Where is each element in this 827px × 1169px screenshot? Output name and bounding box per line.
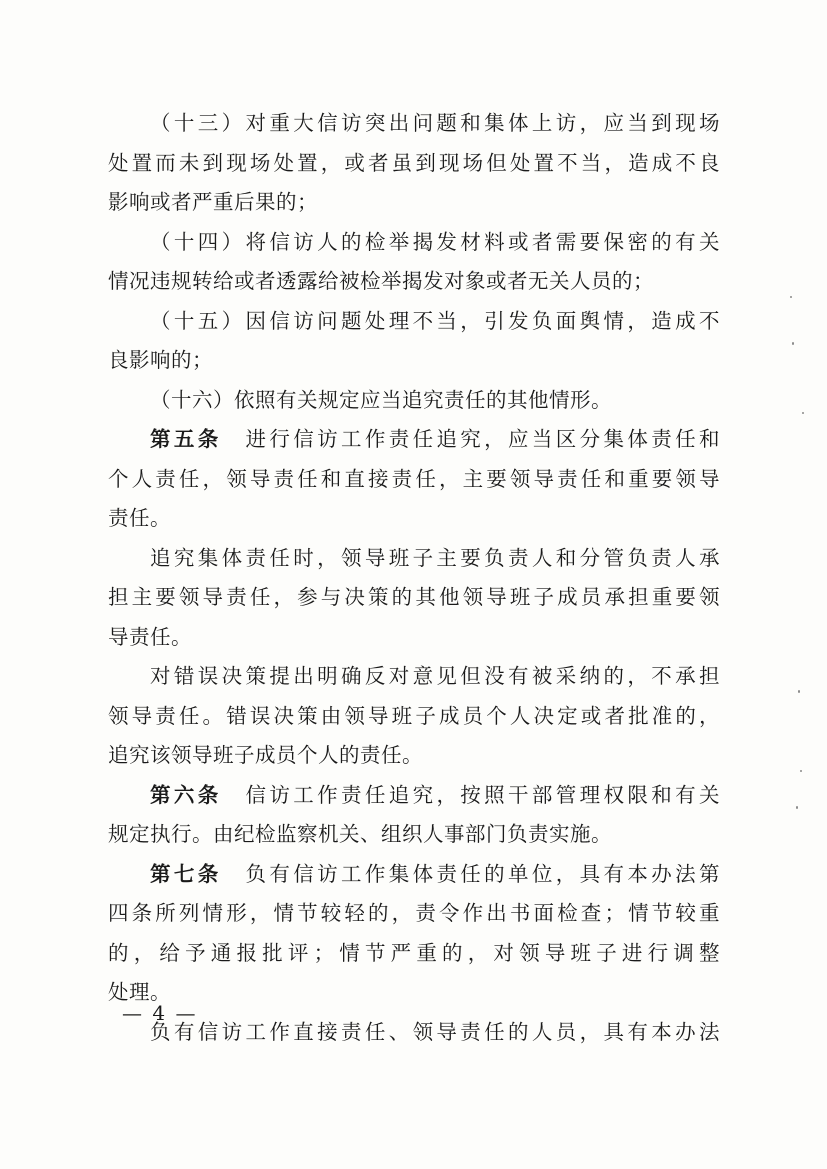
- line-text: 对错误决策提出明确反对意见但没有被采纳的，不承担: [150, 664, 720, 688]
- line-text: 的，给予通报批评；情节严重的，对领导班子进行调整: [108, 940, 720, 965]
- line-text: 进行信访工作责任追究，应当区分集体责任和: [245, 427, 721, 451]
- text-line: [108, 973, 720, 1013]
- text-line: [108, 460, 720, 500]
- text-line: [108, 934, 720, 974]
- article-heading: 第六条: [150, 782, 222, 807]
- article-heading: 第七条: [150, 861, 222, 886]
- text-line: [108, 183, 720, 223]
- line-text: 影响或者严重后果的；: [108, 190, 318, 214]
- line-text: 规定执行。由纪检监察机关、组织人事部门负责实施。: [108, 822, 612, 846]
- scan-speck: [802, 412, 804, 414]
- line-text: （十四）将信访人的检举揭发材料或者需要保密的有关: [150, 229, 720, 254]
- line-text: （十三）对重大信访突出问题和集体上访，应当到现场: [150, 111, 720, 135]
- text-line: [108, 736, 720, 776]
- page-number: — 4 —: [122, 1001, 198, 1025]
- line-text: 负有信访工作直接责任、领导责任的人员，具有本办法: [150, 1019, 720, 1044]
- text-line: [108, 420, 720, 460]
- scan-speck: [792, 342, 794, 345]
- scan-speck: [798, 690, 800, 693]
- line-text: 责任。: [108, 506, 171, 530]
- line-text: （十五）因信访问题处理不当，引发负面舆情，造成不: [150, 308, 720, 333]
- line-text: 个人责任，领导责任和直接责任，主要领导责任和重要领导: [108, 466, 720, 491]
- text-line: [108, 539, 720, 579]
- line-text: 信访工作责任追究，按照干部管理权限和有关: [245, 782, 721, 807]
- text-line: [108, 855, 720, 895]
- text-line: [108, 657, 720, 697]
- line-text: 良影响的；: [108, 348, 213, 372]
- line-text: 处置而未到现场处置，或者虽到现场但处置不当，造成不良: [108, 150, 720, 175]
- body-text: [108, 104, 720, 1052]
- text-line: [108, 697, 720, 737]
- line-text: 情况违规转给或者透露给被检举揭发对象或者无关人员的；: [108, 269, 654, 293]
- text-line: [108, 499, 720, 539]
- line-text: 担主要领导责任，参与决策的其他领导班子成员承担重要领: [108, 585, 720, 609]
- line-text: 追究该领导班子成员个人的责任。: [108, 743, 423, 767]
- line-text: 负有信访工作集体责任的单位，具有本办法第: [245, 861, 721, 886]
- scan-speck: [796, 806, 798, 809]
- text-line: [108, 815, 720, 855]
- scan-speck: [790, 296, 792, 298]
- text-line: [108, 1013, 720, 1053]
- line-text: 导责任。: [108, 624, 192, 649]
- line-text: 四条所列情形，情节较轻的，责令作出书面检查；情节较重: [108, 901, 720, 925]
- text-line: [108, 381, 720, 421]
- scan-speck: [800, 770, 802, 772]
- line-text: 领导责任。错误决策由领导班子成员个人决定或者批准的，: [108, 703, 720, 728]
- text-line: [108, 262, 720, 302]
- text-line: [108, 302, 720, 342]
- line-text: 追究集体责任时，领导班子主要负责人和分管负责人承: [150, 545, 720, 570]
- text-line: [108, 223, 720, 263]
- text-line: [108, 894, 720, 934]
- text-line: [108, 104, 720, 144]
- line-text: 处理。: [108, 980, 171, 1004]
- article-heading: 第五条: [150, 427, 222, 451]
- text-line: [108, 341, 720, 381]
- line-text: （十六）依照有关规定应当追究责任的其他情形。: [150, 387, 612, 412]
- text-line: [108, 618, 720, 658]
- text-line: [108, 144, 720, 184]
- text-line: [108, 776, 720, 816]
- text-line: [108, 578, 720, 618]
